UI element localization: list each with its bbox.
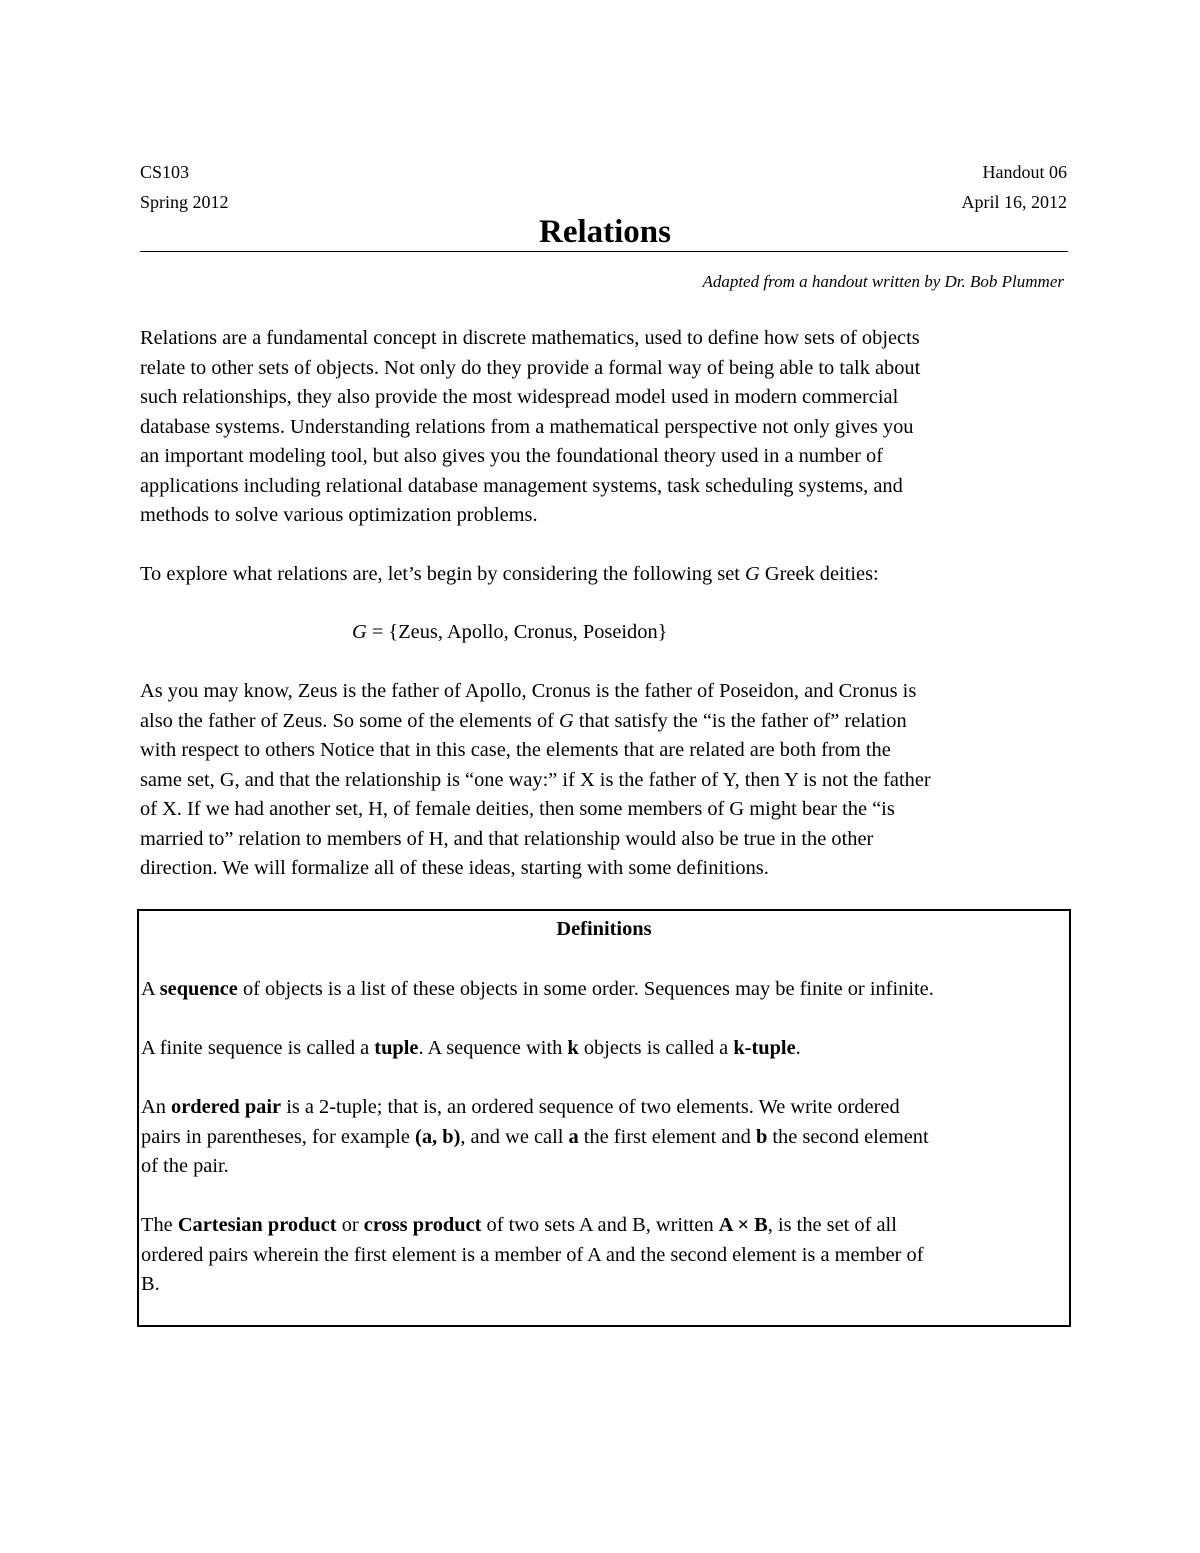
text-line [141, 975, 1066, 1005]
text-line: B. [141, 1273, 160, 1295]
definition-sequence [141, 975, 1066, 1005]
set-symbol: G [745, 563, 760, 585]
variable-k: k [567, 1037, 579, 1059]
text-line: direction. We will formalize all of these ideas, starting with some definitions. [140, 857, 769, 879]
text-run: Greek deities: [759, 563, 879, 585]
text-line [141, 1093, 1066, 1123]
text-run: or [336, 1214, 364, 1236]
text-line [140, 707, 1080, 737]
father-relation-paragraph [140, 677, 1080, 884]
text-line: methods to solve various optimization problems. [140, 504, 538, 526]
text-run: . A sequence with [418, 1037, 568, 1059]
text-line: married to” relation to members of H, and that relationship would also be true in the other [140, 827, 874, 850]
definition-ordered-pair [141, 1093, 1066, 1182]
term-label: Spring 2012 [140, 192, 229, 212]
attribution: Adapted from a handout written by Dr. Bob Plummer [702, 272, 1064, 291]
text-line: with respect to others Notice that in this case, the elements that are related are both from the [140, 739, 891, 761]
defined-term: k-tuple [733, 1037, 796, 1059]
text-run: also the father of Zeus. So some of the elements of [140, 709, 560, 732]
handout-number: Handout 06 [982, 162, 1067, 182]
pair-example: (a, b) [415, 1125, 461, 1148]
text-line [141, 1211, 1066, 1241]
cross-product-notation: A × B [718, 1214, 768, 1236]
defined-term: ordered pair [171, 1096, 282, 1118]
handout-date: April 16, 2012 [961, 192, 1067, 212]
text-run: To explore what relations are, let’s begin by considering the following set [140, 563, 746, 585]
text-run: The [141, 1214, 178, 1236]
text-run: . [795, 1037, 801, 1059]
definitions-heading: Definitions [556, 918, 652, 940]
text-run: is a 2-tuple; that is, an ordered sequence of two elements. We write ordered [281, 1096, 900, 1118]
text-line: ordered pairs wherein the first element is a member of A and the second element is a member of [141, 1243, 924, 1266]
text-line [140, 560, 1080, 590]
text-run: , and we call [460, 1125, 569, 1148]
text-run: A finite sequence is called a [141, 1037, 375, 1059]
text-line: an important modeling tool, but also gives you the foundational theory used in a number of [140, 445, 883, 467]
text-run: the first element and [578, 1125, 756, 1148]
text-line [141, 1034, 1066, 1064]
text-line: relate to other sets of objects. Not only do they provide a formal way of being able to talk about [140, 356, 921, 379]
set-definition-formula [352, 618, 667, 648]
text-line: of the pair. [141, 1155, 229, 1177]
intro-paragraph [140, 324, 1080, 531]
second-element: b [755, 1125, 768, 1148]
defined-term: Cartesian product [177, 1214, 337, 1236]
set-symbol: G [559, 709, 574, 732]
title-rule [140, 251, 1068, 252]
course-label: CS103 [140, 162, 190, 182]
text-run: An [141, 1096, 172, 1118]
text-run: A [141, 978, 160, 1000]
definition-cartesian-product [141, 1211, 1066, 1300]
definition-tuple [141, 1034, 1066, 1064]
text-run: that satisfy the “is the father of” relation [573, 709, 907, 732]
text-line: such relationships, they also provide the most widespread model used in modern commercial [140, 386, 899, 408]
set-elements: = {Zeus, Apollo, Cronus, Poseidon} [366, 621, 668, 643]
text-line: database systems. Understanding relations from a mathematical perspective not only gives you [140, 415, 914, 438]
text-run: of objects is a list of these objects in some order. Sequences may be finite or infinite. [237, 978, 934, 1000]
text-run: , is the set of all [767, 1214, 897, 1236]
text-line: Relations are a fundamental concept in discrete mathematics, used to define how sets of objects [140, 327, 920, 349]
text-line: As you may know, Zeus is the father of Apollo, Cronus is the father of Poseidon, and Cronus is [140, 680, 917, 702]
text-line: of X. If we had another set, H, of female deities, then some members of G might bear the “is [140, 798, 895, 820]
text-run: of two sets A and B, written [481, 1214, 719, 1236]
text-run: the second element [767, 1125, 929, 1148]
first-element: a [568, 1125, 579, 1148]
text-run: objects is called a [578, 1037, 734, 1059]
defined-term: tuple [374, 1037, 419, 1059]
definitions-box [137, 909, 1071, 1327]
page-title: Relations [539, 214, 671, 250]
text-line [141, 1123, 1066, 1153]
defined-term: sequence [159, 978, 238, 1000]
text-line: applications including relational database management systems, task scheduling systems, and [140, 474, 903, 497]
text-line: same set, G, and that the relationship is “one way:” if X is the father of Y, then Y is not the father [140, 768, 931, 791]
set-symbol: G [352, 621, 367, 643]
defined-term: cross product [363, 1214, 482, 1236]
explore-paragraph [140, 560, 1080, 590]
text-run: pairs in parentheses, for example [141, 1125, 416, 1148]
